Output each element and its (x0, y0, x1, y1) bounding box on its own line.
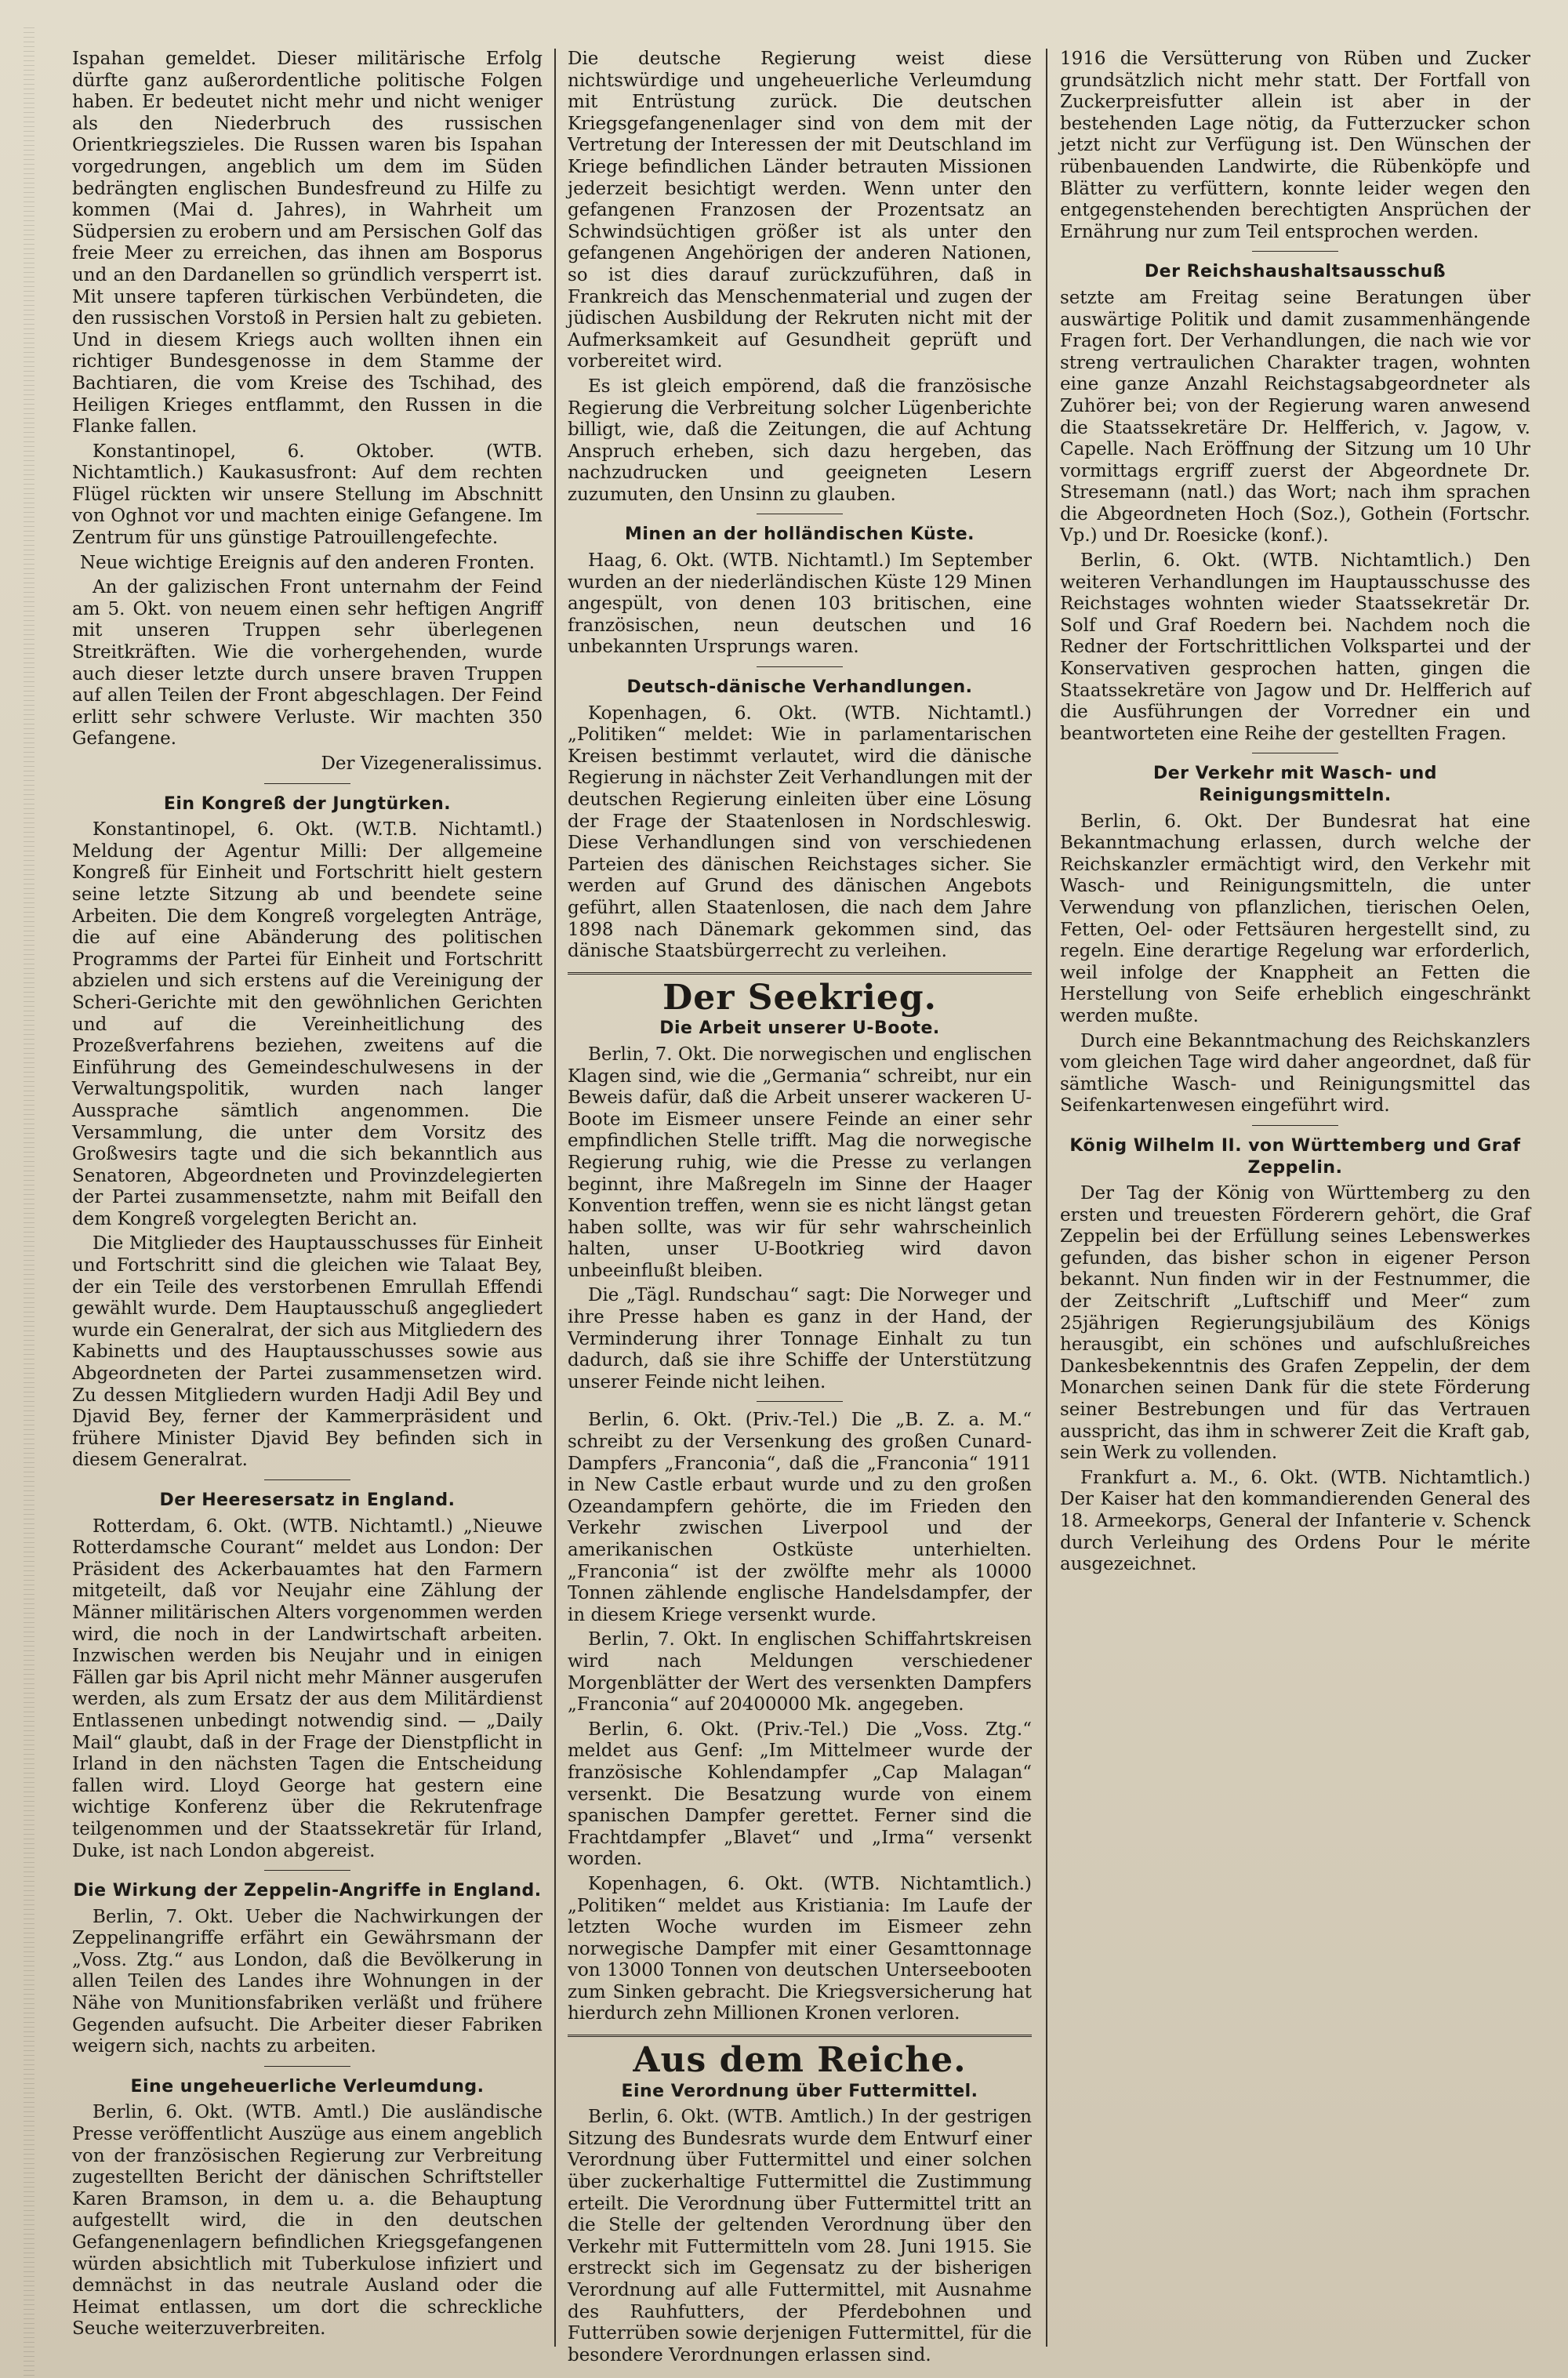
article-paragraph: Berlin, 6. Okt. (WTB. Nichtamtlich.) Den weiteren Verhandlungen im Hauptausschusse des Reichstages wohnten wieder Staatssekretär Dr. Solf und Graf Roedern bei. Nachdem noch die Redner der Fortschrittlichen Volkspartei und der Konservativen gesprochen hatten, gingen die Staatssekretäre von Jagow und Dr. Helfferich auf die Ausführungen der Vorredner ein und beantworteten eine Reihe der gestellten Fragen. (1060, 550, 1530, 744)
column-1 (72, 49, 543, 2347)
section-title: Aus dem Reiche. (633, 2040, 967, 2081)
headline: Der Heeresersatz in England. (159, 1490, 456, 1510)
article-paragraph: Berlin, 7. Okt. Ueber die Nachwirkungen der Zeppelinangriffe erfährt ein Gewährsmann der „Voss. Ztg.“ aus London, daß die Bevölkerung in allen Teilen des Landes ihre Wohnungen in der Nähe von Munitionsfabriken verläßt und frühere Gegenden aufsucht. Die Arbeiter dieser Fabriken weigern sich, nachts zu arbeiten. (72, 1906, 543, 2057)
column-3 (1060, 49, 1530, 2347)
article-paragraph: Konstantinopel, 6. Oktober. (WTB. Nichtamtlich.) Kaukasusfront: Auf dem rechten Flügel rückten wir unsere Stellung im Abschnitt von Oghnot vor und machten einige Gefangene. Im Zentrum für uns günstige Patrouillengefechte. (72, 441, 543, 549)
article-paragraph: Haag, 6. Okt. (WTB. Nichtamtl.) Im September wurden an der niederländischen Küste 129 Minen angespült, von denen 103 britischen, eine französischen, neun deutschen und 16 unbekannten Ursprungs waren. (568, 550, 1032, 658)
article-paragraph: Kopenhagen, 6. Okt. (WTB. Nichtamtlich.) „Politiken“ meldet aus Kristiania: Im Laufe der letzten Woche wurden im Eismeer zehn norwegische Dampfer mit einer Gesamttonnage von 13000 Tonnen von deutschen Unterseebooten zum Sinken gebracht. Die Kriegsversicherung hat hierdurch zehn Millionen Kronen verloren. (568, 1873, 1032, 2024)
separator (1252, 1125, 1338, 1126)
article-paragraph: Berlin, 6. Okt. (WTB. Amtl.) Die ausländische Presse veröffentlicht Auszüge aus einem angeblich von der französischen Regierung zur Verbreitung zugestellten Bericht der dänischen Schriftsteller Karen Bramson, in dem u. a. die Behauptung aufgestellt wird, die in den deutschen Gefangenenlagern befindlichen Kriegsgefangenen würden absichtlich mit Tuberkulose infiziert und demnächst in das neutrale Ausland oder die Heimat entlassen, um dort die schreckliche Seuche weiterzuverbreiten. (72, 2102, 543, 2340)
section-divider (568, 2035, 1032, 2037)
article-paragraph: Die „Tägl. Rundschau“ sagt: Die Norweger und ihre Presse haben es ganz in der Hand, der Verminderung ihrer Tonnage Einhalt zu tun dadurch, daß sie ihre Schiffe der Unterstützung unserer Feinde nicht leihen. (568, 1285, 1032, 1392)
separator (264, 2066, 350, 2067)
headline: Eine Verordnung über Futtermittel. (621, 2081, 978, 2101)
headline: Eine ungeheuerliche Verleumdung. (130, 2076, 485, 2097)
page-edge-shading (24, 24, 34, 2376)
article-paragraph: Berlin, 7. Okt. Die norwegischen und englischen Klagen sind, wie die „Germania“ schreibt, nur ein Beweis dafür, daß die Arbeit unserer wackeren U-Boote im Eismeer unsere Feinde an einer sehr empfindlichen Stelle trifft. Mag die norwegische Regierung ruhig, wie die Presse zu verlangen beginnt, ihre Maßregeln im Sinne der Haager Konvention treffen, wenn sie es nicht längst getan haben sollte, was wir für sehr wahrscheinlich halten, unser U-Bootkrieg wird davon unbeeinflußt bleiben. (568, 1044, 1032, 1281)
article-paragraph: Kopenhagen, 6. Okt. (WTB. Nichtamtl.) „Politiken“ meldet: Wie in parlamentarischen Kreisen bestimmt verlautet, wird die dänische Regierung in nächster Zeit Verhandlungen mit der deutschen Regierung einleiten über eine Lösung der Frage der Staatenlosen in Nordschleswig. Diese Verhandlungen sind von verschiedenen Parteien des dänischen Reichstages sicher. Sie werden auf Grund des dänischen Angebots geführt, allen Staatenlosen, die nach dem Jahre 1898 nach Dänemark gekommen sind, das dänische Staatsbürgerrecht zu verleihen. (568, 703, 1032, 962)
article-paragraph: Berlin, 6. Okt. (WTB. Amtlich.) In der gestrigen Sitzung des Bundesrats wurde dem Entwurf einer Verordnung über Futtermittel und einer solchen über zuckerhaltige Futtermittel die Zustimmung erteilt. Die Verordnung über Futtermittel tritt an die Stelle der geltenden Verordnung über den Verkehr mit Futtermitteln vom 28. Juni 1915. Sie erstreckt sich im Gegensatz zu der bisherigen Verordnung auf alle Futtermittel, mit Ausnahme des Rauhfutters, der Pferdebohnen und Futterrüben sowie derjenigen Futtermittel, für die besondere Verordnungen erlassen sind. (568, 2107, 1032, 2365)
article-paragraph: Die deutsche Regierung weist diese nichtswürdige und ungeheuerliche Verleumdung mit Entrüstung zurück. Die deutschen Kriegsgefangenenlager sind von dem mit der Vertretung der Interessen der mit Deutschland im Kriege befindlichen Länder betrauten Missionen jederzeit besichtigt werden. Wenn unter den gefangenen Franzosen der Prozentsatz an Schwindsüchtigen größer ist als unter den gefangenen Angehörigen der anderen Nationen, so ist dies darauf zurückzuführen, daß in Frankreich das Menschenmaterial und zugen der jüdischen Ausbildung der Rekruten nicht mit der Aufmerksamkeit auf Gesundheit geprüft und vorbereitet wird. (568, 49, 1032, 372)
column-rule (1046, 49, 1047, 2347)
headline: Deutsch-dänische Verhandlungen. (626, 677, 973, 698)
headline: Der Reichshaushaltsausschuß (1144, 262, 1446, 282)
headline: Die Arbeit unserer U-Boote. (659, 1018, 940, 1039)
separator (1252, 251, 1338, 252)
column-2 (568, 49, 1032, 2365)
article-paragraph: Der Tag der König von Württemberg zu den ersten und treuesten Förderern gehört, die Graf Zeppelin bei der Erfüllung seines Lebenswerkes gefunden, das bisher schon in eigener Person bekannt. Nun finden wir in der Festnummer, die der Zeitschrift „Luftschiff und Meer“ zum 25jährigen Regierungsjubiläum des Königs herausgibt, ein schönes und aufschlußreiches Dankesbekenntnis des Grafen Zeppelin, der dem Monarchen seinen Dank für die stete Förderung seiner Bestrebungen und für das Vertrauen ausspricht, das ihm in schwerer Zeit die Kraft gab, sein Werk zu vollenden. (1060, 1183, 1530, 1464)
article-paragraph: 1916 die Versütterung von Rüben und Zucker grundsätzlich nicht mehr statt. Der Fortfall von Zuckerpreisfutter allein ist aber in der bestehenden Lage nötig, da Futterzucker schon jetzt nicht zur Verfügung ist. Den Wünschen der rübenbauenden Landwirte, die Rübenköpfe und Blätter zu verfüttern, konnte leider wegen den entgegenstehenden berechtigten Ansprüchen der Ernährung nur zum Teil entsprochen werden. (1060, 49, 1530, 242)
article-paragraph: Berlin, 7. Okt. In englischen Schiffahrtskreisen wird nach Meldungen verschiedener Morgenblätter der Wert des versenkten Dampfers „Franconia“ auf 20400000 Mk. angegeben. (568, 1629, 1032, 1715)
headline: Die Wirkung der Zeppelin-Angriffe in England. (73, 1881, 542, 1901)
article-paragraph: Ispahan gemeldet. Dieser militärische Erfolg dürfte ganz außerordentliche politische Folgen haben. Er bedeutet nicht mehr und nicht weniger als den Niederbruch des russischen Orientkriegszieles. Die Russen waren bis Ispahan vorgedrungen, angeblich um dem im Süden bedrängten englischen Bundesfreund zu Hilfe zu kommen (Mai d. Jahres), in Wahrheit um Südpersien zu erobern und am Persischen Golf das freie Meer zu erreichen, das ihnen am Bosporus und an den Dardanellen so gründlich versperrt ist. Mit unsere tapferen türkischen Verbündeten, die den russischen Vorstoß in Persien halt zu gebieten. Und in diesem Kriegs auch wollten ihnen ein richtiger Bundesgenosse in dem Stamme der Bachtiaren, die vom Kreise des Tschihad, des Heiligen Krieges entflammt, den Russen in die Flanke fallen. (72, 49, 543, 437)
article-paragraph: Frankfurt a. M., 6. Okt. (WTB. Nichtamtlich.) Der Kaiser hat den kommandierenden General des 18. Armeekorps, General der Infanterie v. Schenck durch Verleihung des Ordens Pour le mérite ausgezeichnet. (1060, 1467, 1530, 1575)
signature: Der Vizegeneralissimus. (321, 753, 543, 774)
article-paragraph: Neue wichtige Ereignis auf den anderen Fronten. (79, 552, 535, 573)
headline: Der Verkehr mit Wasch- und Reinigungsmitteln. (1152, 764, 1438, 805)
article-paragraph: Berlin, 6. Okt. (Priv.-Tel.) Die „Voss. Ztg.“ meldet aus Genf: „Im Mittelmeer wurde der französische Kohlendampfer „Cap Malagan“ versenkt. Die Besatzung wurde von einem spanischen Dampfer gerettet. Ferner sind die Frachtdampfer „Blavet“ und „Irma“ versenkt worden. (568, 1719, 1032, 1870)
separator (264, 783, 350, 784)
headline: König Wilhelm II. von Württemberg und Graf Zeppelin. (1069, 1135, 1521, 1178)
article-paragraph: setzte am Freitag seine Beratungen über auswärtige Politik und damit zusammenhängende Fragen fort. Der Verhandlungen, die nach wie vor streng vertraulichen Charakter tragen, wohnten eine ganze Anzahl Reichstagsabgeordneter als Zuhörer bei; von der Regierung waren anwesend die Staatssekretäre Dr. Helfferich, v. Jagow, v. Capelle. Nach Eröffnung der Sitzung um 10 Uhr vormittags ergriff zuerst der Abgeordnete Dr. Stresemann (natl.) das Wort; nach ihm sprachen die Abgeordneten Hoch (Soz.), Gothein (Fortschr. Vp.) und Dr. Roesicke (konf.). (1060, 287, 1530, 546)
separator (264, 1479, 350, 1480)
section-title: Der Seekrieg. (662, 977, 937, 1018)
article-paragraph: Berlin, 6. Okt. (Priv.-Tel.) Die „B. Z. a. M.“ schreibt zu der Versenkung des großen Cunard-Dampfers „Franconia“, daß die „Franconia“ 1911 in New Castle erbaut wurde und zu den großen Ozeandampfern gehörte, die im Frieden den Verkehr zwischen Liverpool und der amerikanischen Ostküste unterhielten. „Franconia“ ist der zwölfte mehr als 10000 Tonnen zählende englische Handelsdampfer, der in diesem Kriege versenkt wurde. (568, 1410, 1032, 1625)
separator (757, 1401, 843, 1402)
article-paragraph: Durch eine Bekanntmachung des Reichskanzlers vom gleichen Tage wird daher angeordnet, daß für sämtliche Wasch- und Reinigungsmittel das Seifenkartenwesen eingeführt wird. (1060, 1030, 1530, 1116)
article-paragraph: Konstantinopel, 6. Okt. (W.T.B. Nichtamtl.) Meldung der Agentur Milli: Der allgemeine Kongreß für Einheit und Fortschritt hielt gestern seine letzte Sitzung ab und beendete seine Arbeiten. Die dem Kongreß vorgelegten Anträge, die auf eine Abänderung des politischen Programms der Partei für Einheit und Fortschritt abzielen und sich erstens auf die Vereinigung der Scheri-Gerichte mit den gewöhnlichen Gerichten und auf die Vereinheitlichung des Prozeßverfahrens beziehen, zweitens auf die Einführung des Gemeindeschulwesens in der Verwaltungspolitik, wurden nach langer Aussprache sämtlich angenommen. Die Versammlung, die unter dem Vorsitz des Großwesirs tagte und die sich bekanntlich aus Senatoren, Abgeordneten und Provinzdelegierten der Partei zusammensetzte, nahm mit Beifall den dem Kongreß vorgelegten Bericht an. (72, 819, 543, 1229)
column-rule (554, 49, 556, 2347)
separator (757, 666, 843, 667)
section-divider (568, 972, 1032, 975)
article-paragraph: An der galizischen Front unternahm der Feind am 5. Okt. von neuem einen sehr heftigen Angriff mit unseren Truppen sehr überlegenen Streitkräften. Wie die vorhergehenden, wurde auch dieser letzte durch unsere braven Truppen auf allen Teilen der Front abgeschlagen. Der Feind erlitt sehr schwere Verluste. Wir machten 350 Gefangene. (72, 577, 543, 750)
headline: Ein Kongreß der Jungtürken. (163, 793, 452, 814)
article-paragraph: Rotterdam, 6. Okt. (WTB. Nichtamtl.) „Nieuwe Rotterdamsche Courant“ meldet aus London: Der Präsident des Ackerbauamtes hat den Farmern mitgeteilt, daß vor Neujahr eine Zählung der Männer militärischen Alters vorgenommen werden wird, die noch in der Landwirtschaft arbeiten. Inzwischen werden bis Neujahr und in einigen Fällen gar bis April nicht mehr Männer ausgerufen werden, als zum Ersatz der aus dem Militärdienst Entlassenen unbedingt notwendig sind. — „Daily Mail“ glaubt, daß in der Frage der Dienstpflicht in Irland in den nächsten Tagen die Entscheidung fallen wird. Lloyd George hat gestern eine wichtige Konferenz über die Rekrutenfrage teilgenommen und der Staatssekretär für Irland, Duke, ist nach London abgereist. (72, 1516, 543, 1861)
article-paragraph: Es ist gleich empörend, daß die französische Regierung die Verbreitung solcher Lügenberichte billigt, wie, daß die Zeitungen, die auf Achtung Anspruch erheben, sich dazu hergeben, das nachzudrucken und geeigneten Lesern zuzumuten, den Unsinn zu glauben. (568, 376, 1032, 505)
article-paragraph: Die Mitglieder des Hauptausschusses für Einheit und Fortschritt sind die gleichen wie Talaat Bey, der ein Teile des verstorbenen Emrullah Effendi gewählt wurde. Dem Hauptausschuß angegliedert wurde ein Generalrat, der sich aus Mitgliedern des Kabinetts und des Hauptausschusses sowie aus Abgeordneten der Partei zusammensetzen wird. Zu dessen Mitgliedern wurden Hadji Adil Bey und Djavid Bey, ferner der Kammerpräsident und frühere Minister Djavid Bey befinden sich in diesem Generalrat. (72, 1233, 543, 1471)
article-paragraph: Berlin, 6. Okt. Der Bundesrat hat eine Bekanntmachung erlassen, durch welche der Reichskanzler ermächtigt wird, den Verkehr mit Wasch- und Reinigungsmitteln, die unter Verwendung von pflanzlichen, tierischen Oelen, Fetten, Oel- oder Fettsäuren hergestellt sind, zu regeln. Eine derartige Regelung war erforderlich, weil infolge der Knappheit an Fetten die Herstellung von Seife erheblich eingeschränkt werden mußte. (1060, 811, 1530, 1026)
headline: Minen an der holländischen Küste. (624, 525, 975, 545)
separator (264, 1870, 350, 1871)
